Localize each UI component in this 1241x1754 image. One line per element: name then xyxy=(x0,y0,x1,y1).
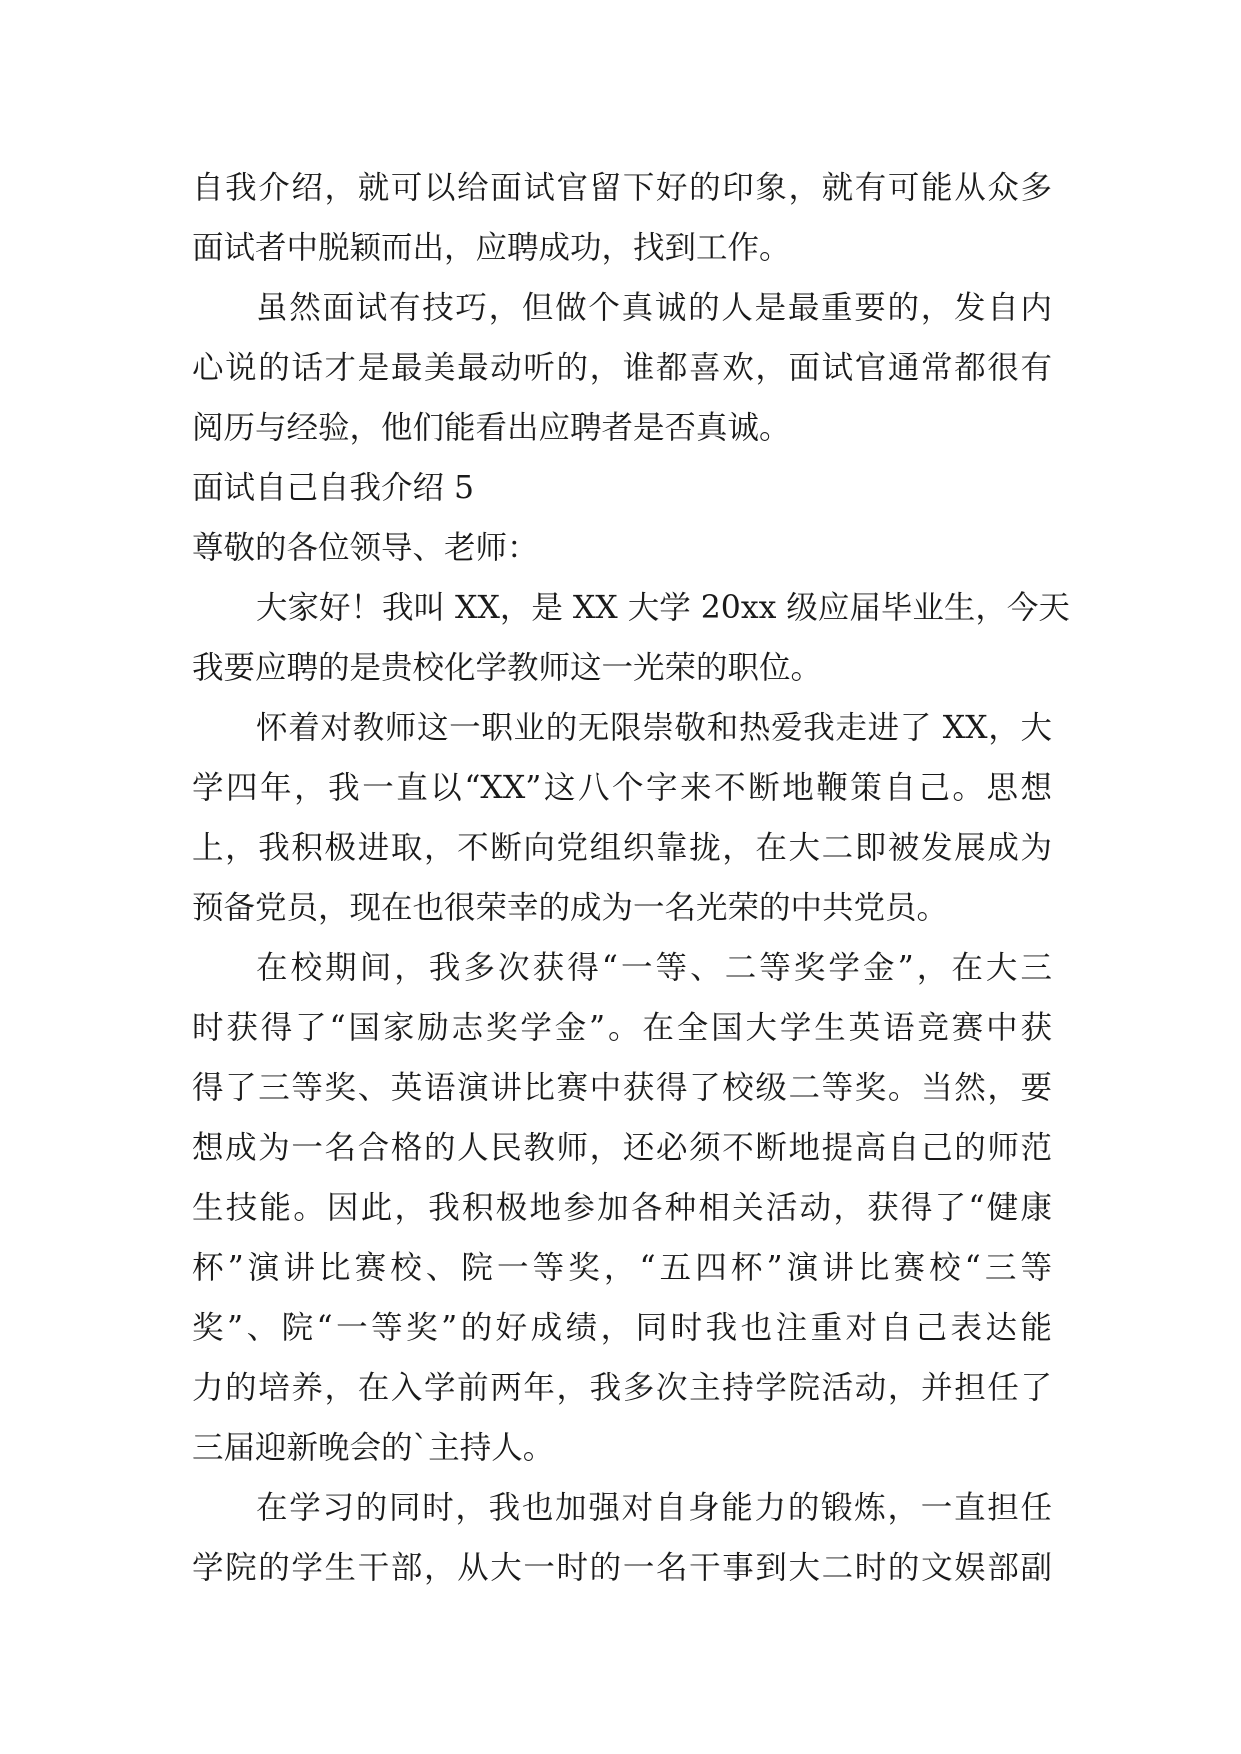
text-line: 自我介绍，就可以给面试官留下好的印象，就有可能从众多 xyxy=(192,170,1052,206)
text-line: 面试者中脱颖而出，应聘成功，找到工作。 xyxy=(192,230,791,266)
text-line: 奖”、院“一等奖”的好成绩，同时我也注重对自己表达能 xyxy=(192,1310,1052,1346)
text-line: 学四年，我一直以“XX”这八个字来不断地鞭策自己。思想 xyxy=(192,770,1052,806)
text-line: 预备党员，现在也很荣幸的成为一名光荣的中共党员。 xyxy=(192,890,949,926)
document-body xyxy=(192,158,1070,1598)
text-line: 学院的学生干部，从大一时的一名干事到大二时的文娱部副 xyxy=(192,1550,1052,1586)
text-line: 心说的话才是最美最动听的，谁都喜欢，面试官通常都很有 xyxy=(192,350,1052,386)
text-line: 得了三等奖、英语演讲比赛中获得了校级二等奖。当然，要 xyxy=(192,1070,1052,1106)
text-line: 三届迎新晚会的`主持人。 xyxy=(192,1430,555,1466)
text-line: 在校期间，我多次获得“一等、二等奖学金”，在大三 xyxy=(256,950,1052,986)
text-line: 我要应聘的是贵校化学教师这一光荣的职位。 xyxy=(192,650,823,686)
text-line: 想成为一名合格的人民教师，还必须不断地提高自己的师范 xyxy=(192,1130,1052,1166)
text-line: 虽然面试有技巧，但做个真诚的人是最重要的，发自内 xyxy=(256,290,1052,326)
text-line: 上，我积极进取，不断向党组织靠拢，在大二即被发展成为 xyxy=(192,830,1052,866)
text-line: 阅历与经验，他们能看出应聘者是否真诚。 xyxy=(192,410,791,446)
section-heading: 面试自己自我介绍 5 xyxy=(192,470,475,506)
text-line: 力的培养，在入学前两年，我多次主持学院活动，并担任了 xyxy=(192,1370,1052,1406)
text-line: 怀着对教师这一职业的无限崇敬和热爱我走进了 XX，大 xyxy=(256,710,1052,746)
salutation: 尊敬的各位领导、老师： xyxy=(192,530,539,566)
text-line: 杯”演讲比赛校、院一等奖，“五四杯”演讲比赛校“三等 xyxy=(192,1250,1052,1286)
text-line: 在学习的同时，我也加强对自身能力的锻炼，一直担任 xyxy=(256,1490,1052,1526)
text-line: 大家好！我叫 XX，是 XX 大学 20xx 级应届毕业生，今天 xyxy=(256,590,1070,626)
text-line: 时获得了“国家励志奖学金”。在全国大学生英语竞赛中获 xyxy=(192,1010,1052,1046)
text-line: 生技能。因此，我积极地参加各种相关活动，获得了“健康 xyxy=(192,1190,1052,1226)
